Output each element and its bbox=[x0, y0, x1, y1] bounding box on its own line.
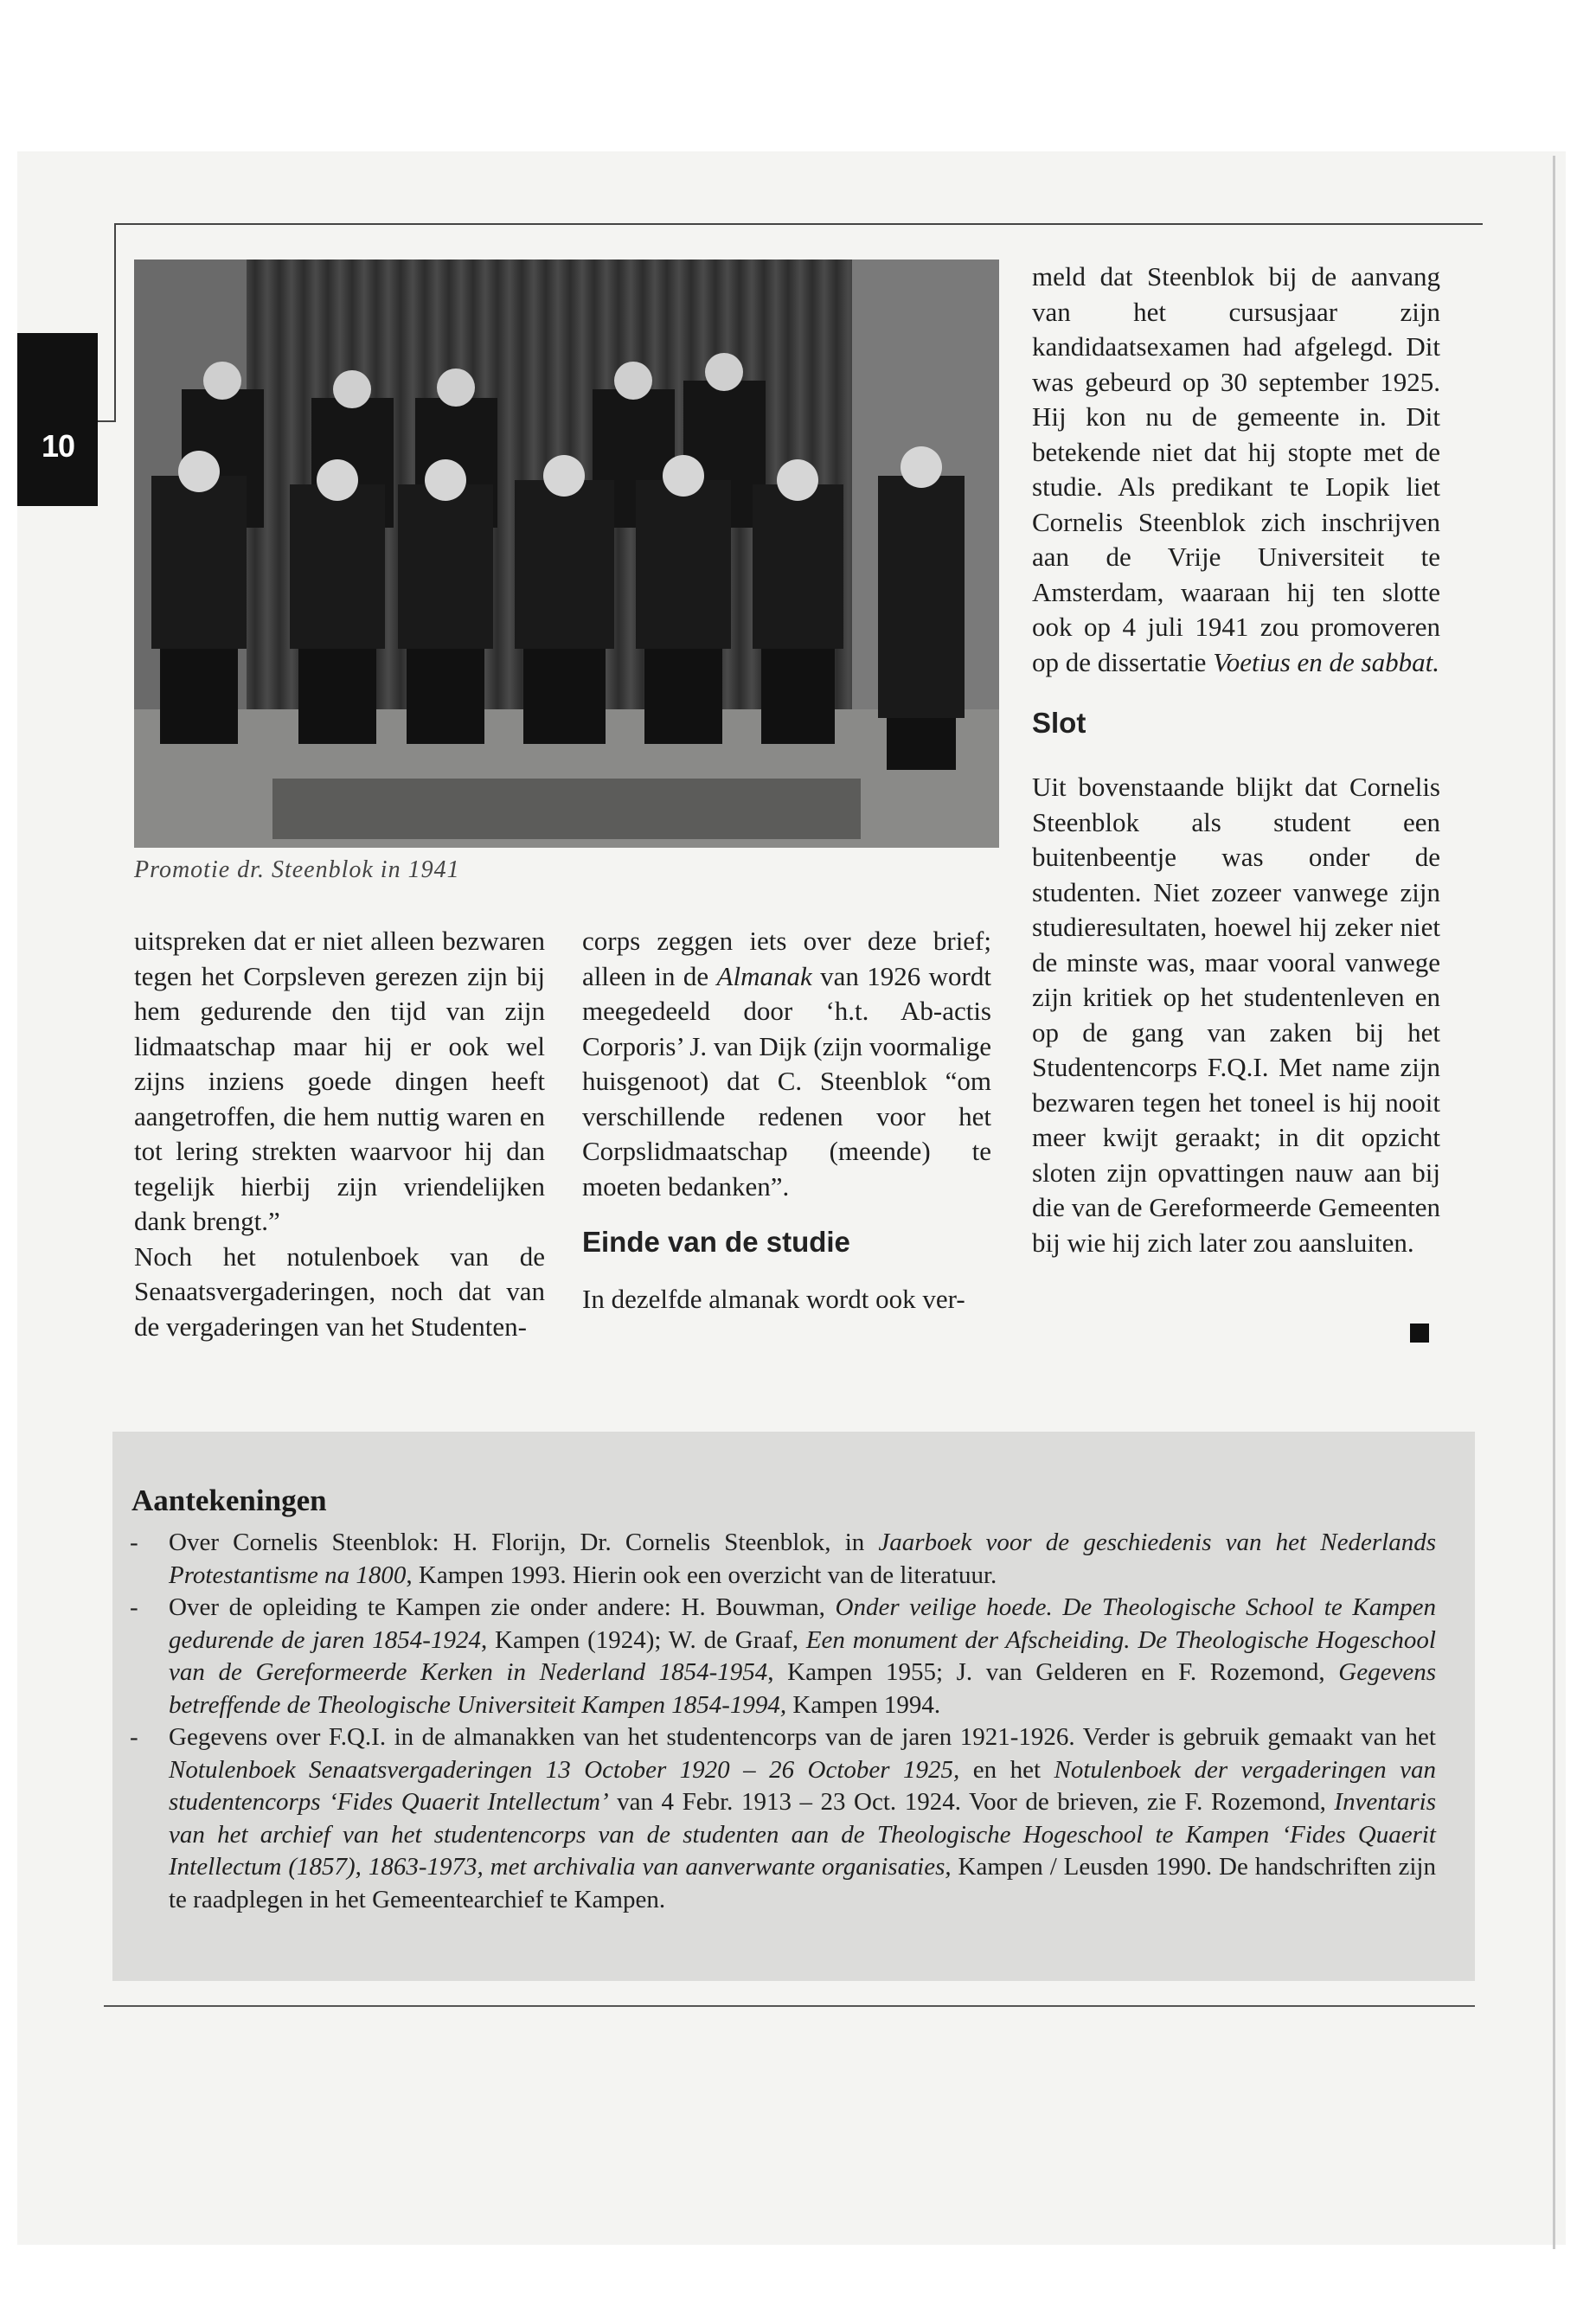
paragraph: In dezelfde almanak wordt ook ver- bbox=[582, 1284, 965, 1314]
italic-title: Almanak bbox=[716, 960, 812, 991]
italic-title: Voetius en de sabbat. bbox=[1213, 646, 1439, 677]
italic-title: Een monument der Afscheiding. De Theologische Hogeschool van de Gereformeerde Kerken in Nederland 1854-1954 bbox=[169, 1625, 1436, 1686]
page-edge bbox=[1553, 156, 1555, 2249]
notes-box bbox=[112, 1432, 1475, 1981]
text-column-1 bbox=[134, 924, 545, 1344]
end-of-article-mark bbox=[1410, 1324, 1429, 1343]
italic-title: Inventaris van het archief van het studentencorps van de studenten aan de Theologische Hogeschool te Kampen ‘Fides Quaerit Intellectum (1857), 1863-1973, met archivalia van aanverwante organisaties, bbox=[169, 1788, 1436, 1881]
bottom-rule bbox=[104, 2005, 1475, 2007]
paragraph: Uit bovenstaande blijkt dat Cornelis Steenblok als student een buitenbeentje was onder de studenten. Niet zozeer vanwege zijn studieresultaten, hoewel hij zeker niet de minste was, maar vooral vanwege zijn kritiek op het studentenleven en op de gang van zaken bij het Studentencorps F.Q.I. Met name zijn bezwaren tegen het toneel is hij nooit meer kwijt geraakt; in dit opzicht sloten zijn opvattingen nauw aan bij die van de Gereformeerde Gemeenten bij wie hij zich later zou aansluiten. bbox=[1032, 772, 1440, 1258]
text-run: Over de opleiding te Kampen zie onder andere: H. Bouwman, bbox=[169, 1593, 836, 1621]
italic-title: Onder veilige hoede. De Theologische School te Kampen gedurende de jaren 1854-1924 bbox=[169, 1593, 1437, 1654]
photo-caption: Promotie dr. Steenblok in 1941 bbox=[134, 856, 460, 883]
text-run: , Kampen (1924); W. de Graaf, bbox=[480, 1625, 806, 1654]
page-number: 10 bbox=[42, 428, 75, 464]
text-run: corps zeggen iets over deze brief; alleen in de bbox=[582, 926, 991, 991]
paragraph: Noch het notulenboek van de Senaatsvergaderingen, noch dat van de vergaderingen van het Studenten- bbox=[134, 1240, 545, 1342]
text-run: en het bbox=[959, 1755, 1054, 1784]
text-run: van 4 Febr. 1913 – 23 Oct. 1924. Voor de brieven, zie F. Rozemond, bbox=[608, 1788, 1335, 1816]
text-run: , Kampen 1955; J. van Gelderen en F. Rozemond, bbox=[767, 1658, 1339, 1686]
text-run: Gegevens over F.Q.I. in de almanakken van het studentencorps van de jaren 1921-1926. Verder is gebruik gemaakt van het bbox=[169, 1723, 1436, 1751]
tab-connector-vertical bbox=[114, 223, 116, 422]
group-photo-image bbox=[134, 260, 999, 848]
section-heading: Slot bbox=[1032, 707, 1086, 739]
section-heading: Einde van de studie bbox=[582, 1226, 850, 1258]
text-run: van 1926 wordt meegedeeld door ‘h.t. Ab-actis Corporis’ J. van Dijk (zijn voormalige huisgenoot) dat C. Steenblok “om verschillende redenen voor het Corpslidmaatschap (meende) te moeten bedanken”. bbox=[582, 960, 991, 1202]
notes-title: Aantekeningen bbox=[131, 1484, 327, 1517]
text-run: Over Cornelis Steenblok: H. Florijn, Dr. Cornelis Steenblok, in bbox=[169, 1529, 879, 1556]
text-run: Kampen 1994. bbox=[786, 1690, 941, 1719]
note-item bbox=[130, 1721, 1436, 1916]
text-run: Kampen / Leusden 1990. De handschriften zijn te raadplegen in het Gemeentearchief te Kampen. bbox=[169, 1853, 1436, 1913]
italic-title: Notulenboek Senaatsvergaderingen 13 October 1920 – 26 October 1925, bbox=[169, 1755, 960, 1784]
text-column-3 bbox=[1032, 260, 1440, 1260]
notes-list bbox=[130, 1527, 1436, 1916]
text-run: , Kampen 1993. Hierin ook een overzicht van de literatuur. bbox=[406, 1561, 997, 1589]
italic-title: Jaarboek voor de geschiedenis van het Nederlands Protestantisme na 1800 bbox=[169, 1529, 1436, 1589]
paragraph bbox=[582, 924, 991, 1204]
italic-title: Notulenboek der vergaderingen van studentencorps ‘Fides Quaerit Intellectum’ bbox=[169, 1755, 1436, 1816]
note-item bbox=[130, 1527, 1436, 1592]
page-number-tab bbox=[17, 333, 98, 506]
text-run: meld dat Steenblok bij de aanvang van het cursusjaar zijn kandidaatsexamen had afgelegd. Dit was gebeurd op 30 september 1925. Hij kon nu de gemeente in. Dit betekende niet dat hij stopte met de studie. Als predikant te Lopik liet Cornelis Steenblok zich inschrijven aan de Vrije Universiteit te Amsterdam, waaraan hij ten slotte ook op 4 juli 1941 zou promoveren op de dissertatie bbox=[1032, 261, 1440, 677]
paragraph: uitspreken dat er niet alleen bezwaren tegen het Corpsleven gerezen zijn bij hem gedurende den tijd van zijn lidmaatschap maar hij er ook wel zijns inziens goede dingen heeft aangetroffen, die hem nuttig waren en tot lering strekten waarvoor hij dan tegelijk hierbij zijn vriendelijken dank brengt.” bbox=[134, 926, 545, 1236]
note-item bbox=[130, 1592, 1436, 1721]
group-photo bbox=[134, 260, 999, 848]
paragraph bbox=[1032, 260, 1440, 680]
text-column-2 bbox=[582, 924, 991, 1317]
top-rule bbox=[114, 223, 1483, 225]
italic-title: Gegevens betreffende de Theologische Universiteit Kampen 1854-1994, bbox=[169, 1658, 1436, 1719]
